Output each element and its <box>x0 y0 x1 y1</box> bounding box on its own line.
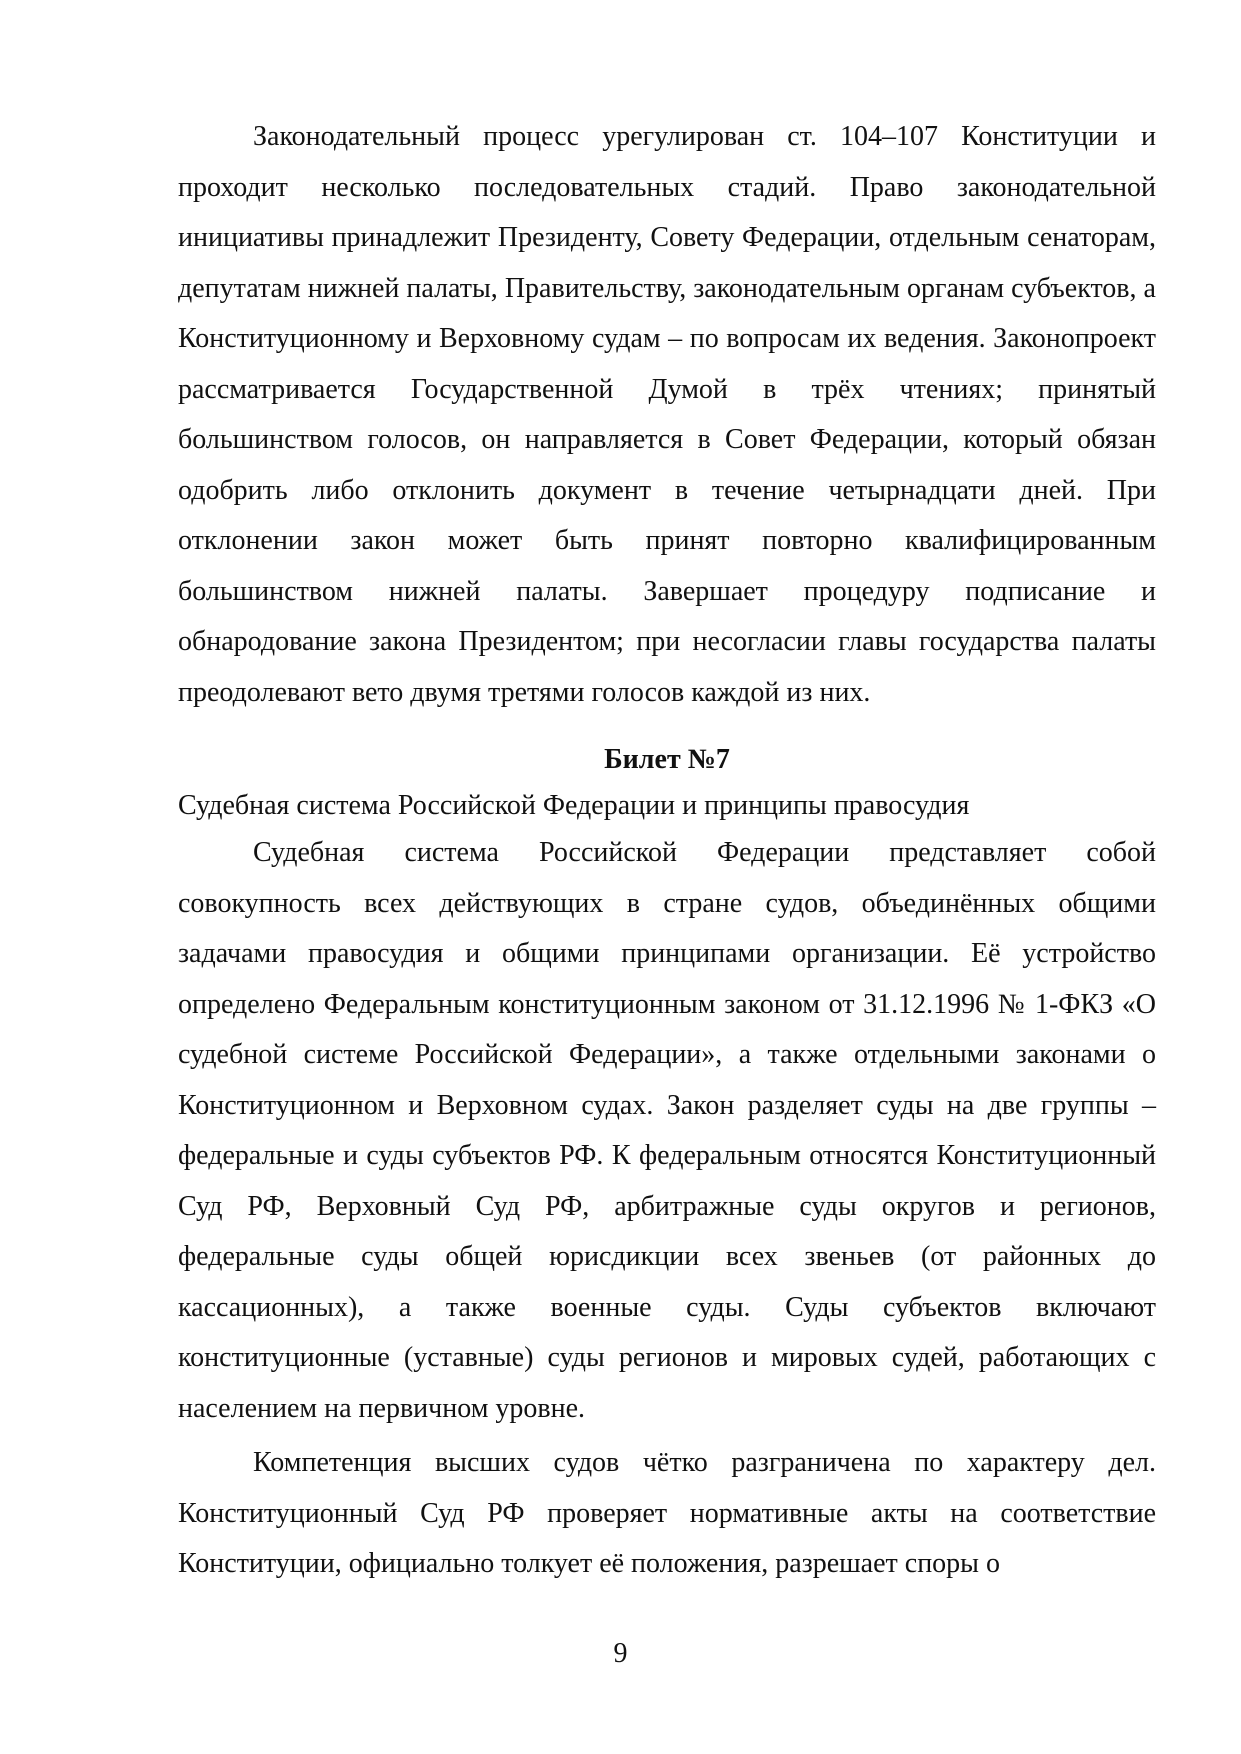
paragraph-legislative-process: Законодательный процесс урегулирован ст. 104–107 Конституции и проходит несколько последовательных стадий. Право законодательной инициативы принадлежит Президенту, Совету Федерации, отдельным сенаторам, депутатам нижней палаты, Правительству, законодательным органам субъектов, а Конституционному и Верховному судам – по вопросам их ведения. Законопроект рассматривается Государственной Думой в трёх чтениях; принятый большинством голосов, он направляется в Совет Федерации, который обязан одобрить либо отклонить документ в течение четырнадцати дней. При отклонении закон может быть принят повторно квалифицированным большинством нижней палаты. Завершает процедуру подписание и обнародование закона Президентом; при несогласии главы государства палаты преодолевают вето двумя третями голосов каждой из них. <box>178 121 1156 708</box>
page-content <box>178 112 1156 1590</box>
ticket-subtitle: Судебная система Российской Федерации и принципы правосудия <box>178 790 970 821</box>
paragraph-higher-courts-competence: Компетенция высших судов чётко разграничена по характеру дел. Конституционный Суд РФ проверяет нормативные акты на соответствие Конституции, официально толкует её положения, разрешает споры о <box>178 1447 1156 1579</box>
ticket-heading: Билет №7 <box>604 744 730 775</box>
paragraph-judicial-system: Судебная система Российской Федерации представляет собой совокупность всех действующих в стране судов, объединённых общими задачами правосудия и общими принципами организации. Её устройство определено Федеральным конституционным законом от 31.12.1996 № 1-ФКЗ «О судебной системе Российской Федерации», а также отдельными законами о Конституционном и Верховном судах. Закон разделяет суды на две группы – федеральные и суды субъектов РФ. К федеральным относятся Конституционный Суд РФ, Верховный Суд РФ, арбитражные суды округов и регионов, федеральные суды общей юрисдикции всех звеньев (от районных до кассационных), а также военные суды. Суды субъектов включают конституционные (уставные) суды регионов и мировых судей, работающих с населением на первичном уровне. <box>178 837 1156 1424</box>
page-number: 9 <box>613 1638 628 1669</box>
